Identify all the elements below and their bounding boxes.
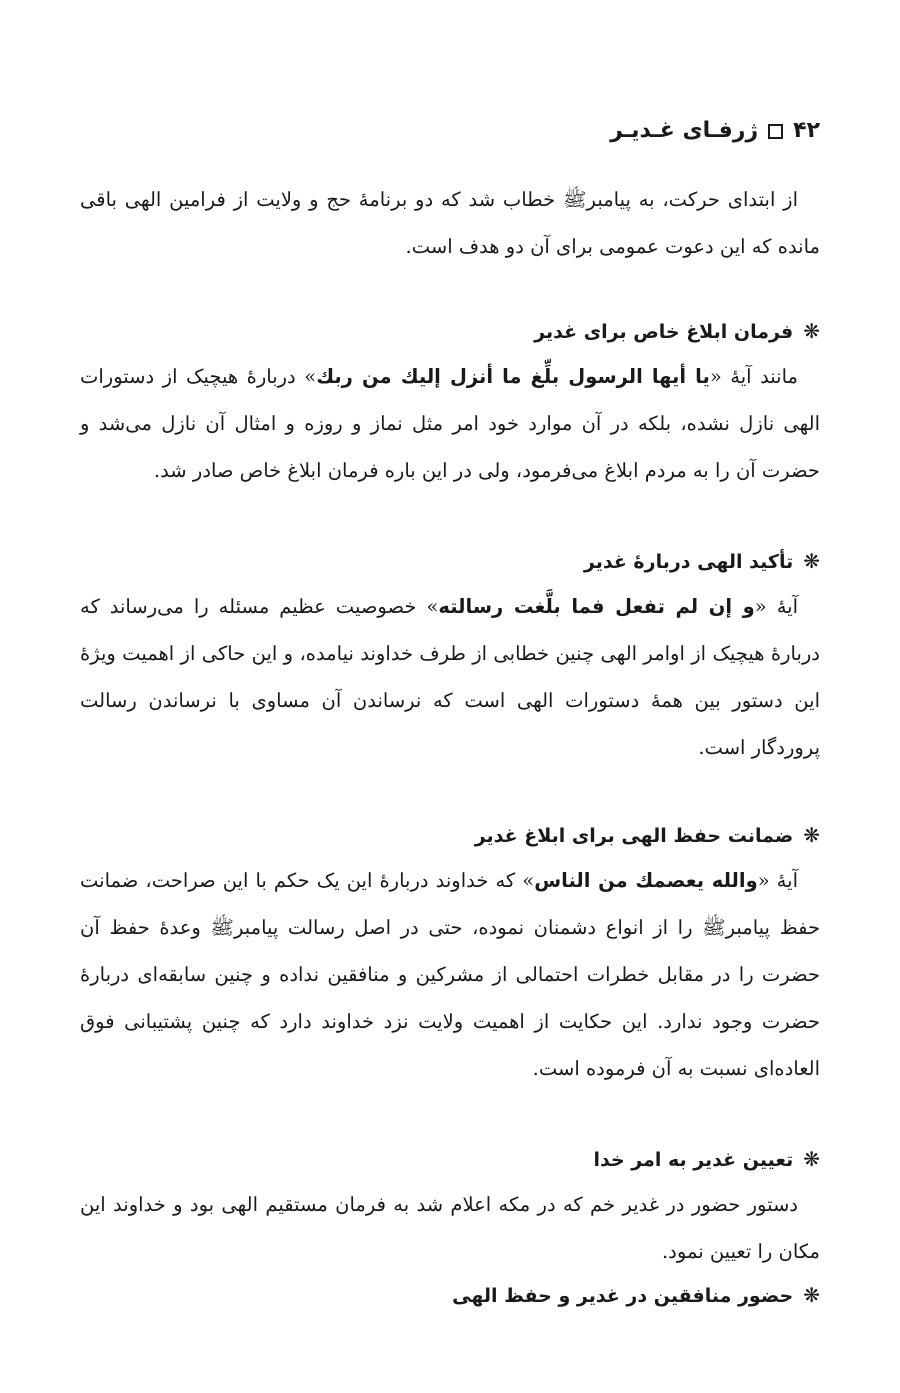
star-bullet-icon: ❋ (803, 549, 820, 573)
book-page (80, 0, 820, 1393)
paragraph-text: دستور حضور در غدیر خم که در مکه اعلام شد به فرمان مستقیم الهی بود و خداوند این مکان را تعیین نمود. (80, 1193, 820, 1263)
text-after-quote: » که خداوند دربارهٔ این یک حکم با این صراحت، ضمانت حفظ پیامبرﷺ را از انواع دشمنان نموده، حتی در اصل رسالت پیامبرﷺ وعدهٔ حفظ آن حضرت را در مقابل خطرات احتمالی از مشرکین و منافقین نداده و چنین سابقه‌ای دربارهٔ حضرت وجود ندارد. این حکایت از اهمیت ولایت نزد خداوند دارد که چنین پشتیبانی فوق العاده‌ای نسبت به آن فرموده است. (80, 869, 820, 1080)
paragraph-text (80, 583, 820, 771)
section-heading (80, 1144, 820, 1175)
section-heading (80, 820, 820, 851)
running-header (610, 116, 820, 146)
paragraph-text (80, 353, 820, 494)
text-before-quote: آیهٔ « (754, 595, 798, 618)
intro-text: از ابتدای حرکت، به پیامبرﷺ خطاب شد که دو برنامهٔ حج و ولایت از فرامین الهی باقی مانده که این دعوت عمومی برای آن دو هدف است. (80, 188, 820, 258)
section-heading (80, 1280, 820, 1311)
section-paragraph (80, 353, 820, 494)
section-heading (80, 546, 820, 577)
section-paragraph (80, 1181, 820, 1275)
section-heading-text: ضمانت حفظ الهی برای ابلاغ غدیر (474, 825, 794, 847)
text-before-quote: مانند آیهٔ « (709, 365, 798, 388)
section-heading-text: تعیین غدیر به امر خدا (593, 1149, 794, 1171)
section-3 (80, 820, 820, 1092)
quran-quote: یا أیها الرسول بلِّغ ما أنزل إلیك من ربك (316, 365, 710, 388)
section-2 (80, 546, 820, 771)
page-number: ۴۲ (793, 118, 820, 143)
section-5 (80, 1280, 820, 1311)
intro-paragraph (80, 176, 820, 270)
section-4 (80, 1144, 820, 1275)
square-ornament-icon (768, 124, 783, 139)
text-after-quote: » خصوصیت عظیم مسئله را می‌رساند که دربارهٔ هیچیک از اوامر الهی چنین خطابی از طرف خداوند نیامده، و این حاکی از اهمیت ویژهٔ این دستور بین همهٔ دستورات الهی است که نرساندن آن مساوی با نرساندن رسالت پروردگار است. (80, 595, 820, 759)
section-heading-text: فرمان ابلاغ خاص برای غدیر (534, 321, 794, 343)
star-bullet-icon: ❋ (803, 1283, 820, 1307)
section-heading (80, 316, 820, 347)
section-paragraph (80, 583, 820, 771)
star-bullet-icon: ❋ (803, 319, 820, 343)
section-heading-text: حضور منافقین در غدیر و حفظ الهی (452, 1285, 794, 1307)
text-before-quote: آیهٔ « (757, 869, 798, 892)
intro-block (80, 176, 820, 270)
section-heading-text: تأکید الهی دربارهٔ غدیر (583, 551, 794, 573)
book-title: ژرفـای غـدیـر (610, 118, 759, 143)
section-1 (80, 316, 820, 494)
star-bullet-icon: ❋ (803, 1147, 820, 1171)
quran-quote: والله یعصمك من الناس (534, 869, 758, 892)
star-bullet-icon: ❋ (803, 823, 820, 847)
quran-quote: و إن لم تفعل فما بلَّغت رسالته (438, 595, 755, 618)
section-paragraph (80, 857, 820, 1092)
paragraph-text (80, 857, 820, 1092)
text-after-quote: » دربارهٔ هیچیک از دستورات الهی نازل نشده، بلکه در آن موارد خود امر مثل نماز و روزه و امثال آن نازل می‌شد و حضرت آن را به مردم ابلاغ می‌فرمود، ولی در این باره فرمان ابلاغ خاص صادر شد. (80, 365, 820, 482)
